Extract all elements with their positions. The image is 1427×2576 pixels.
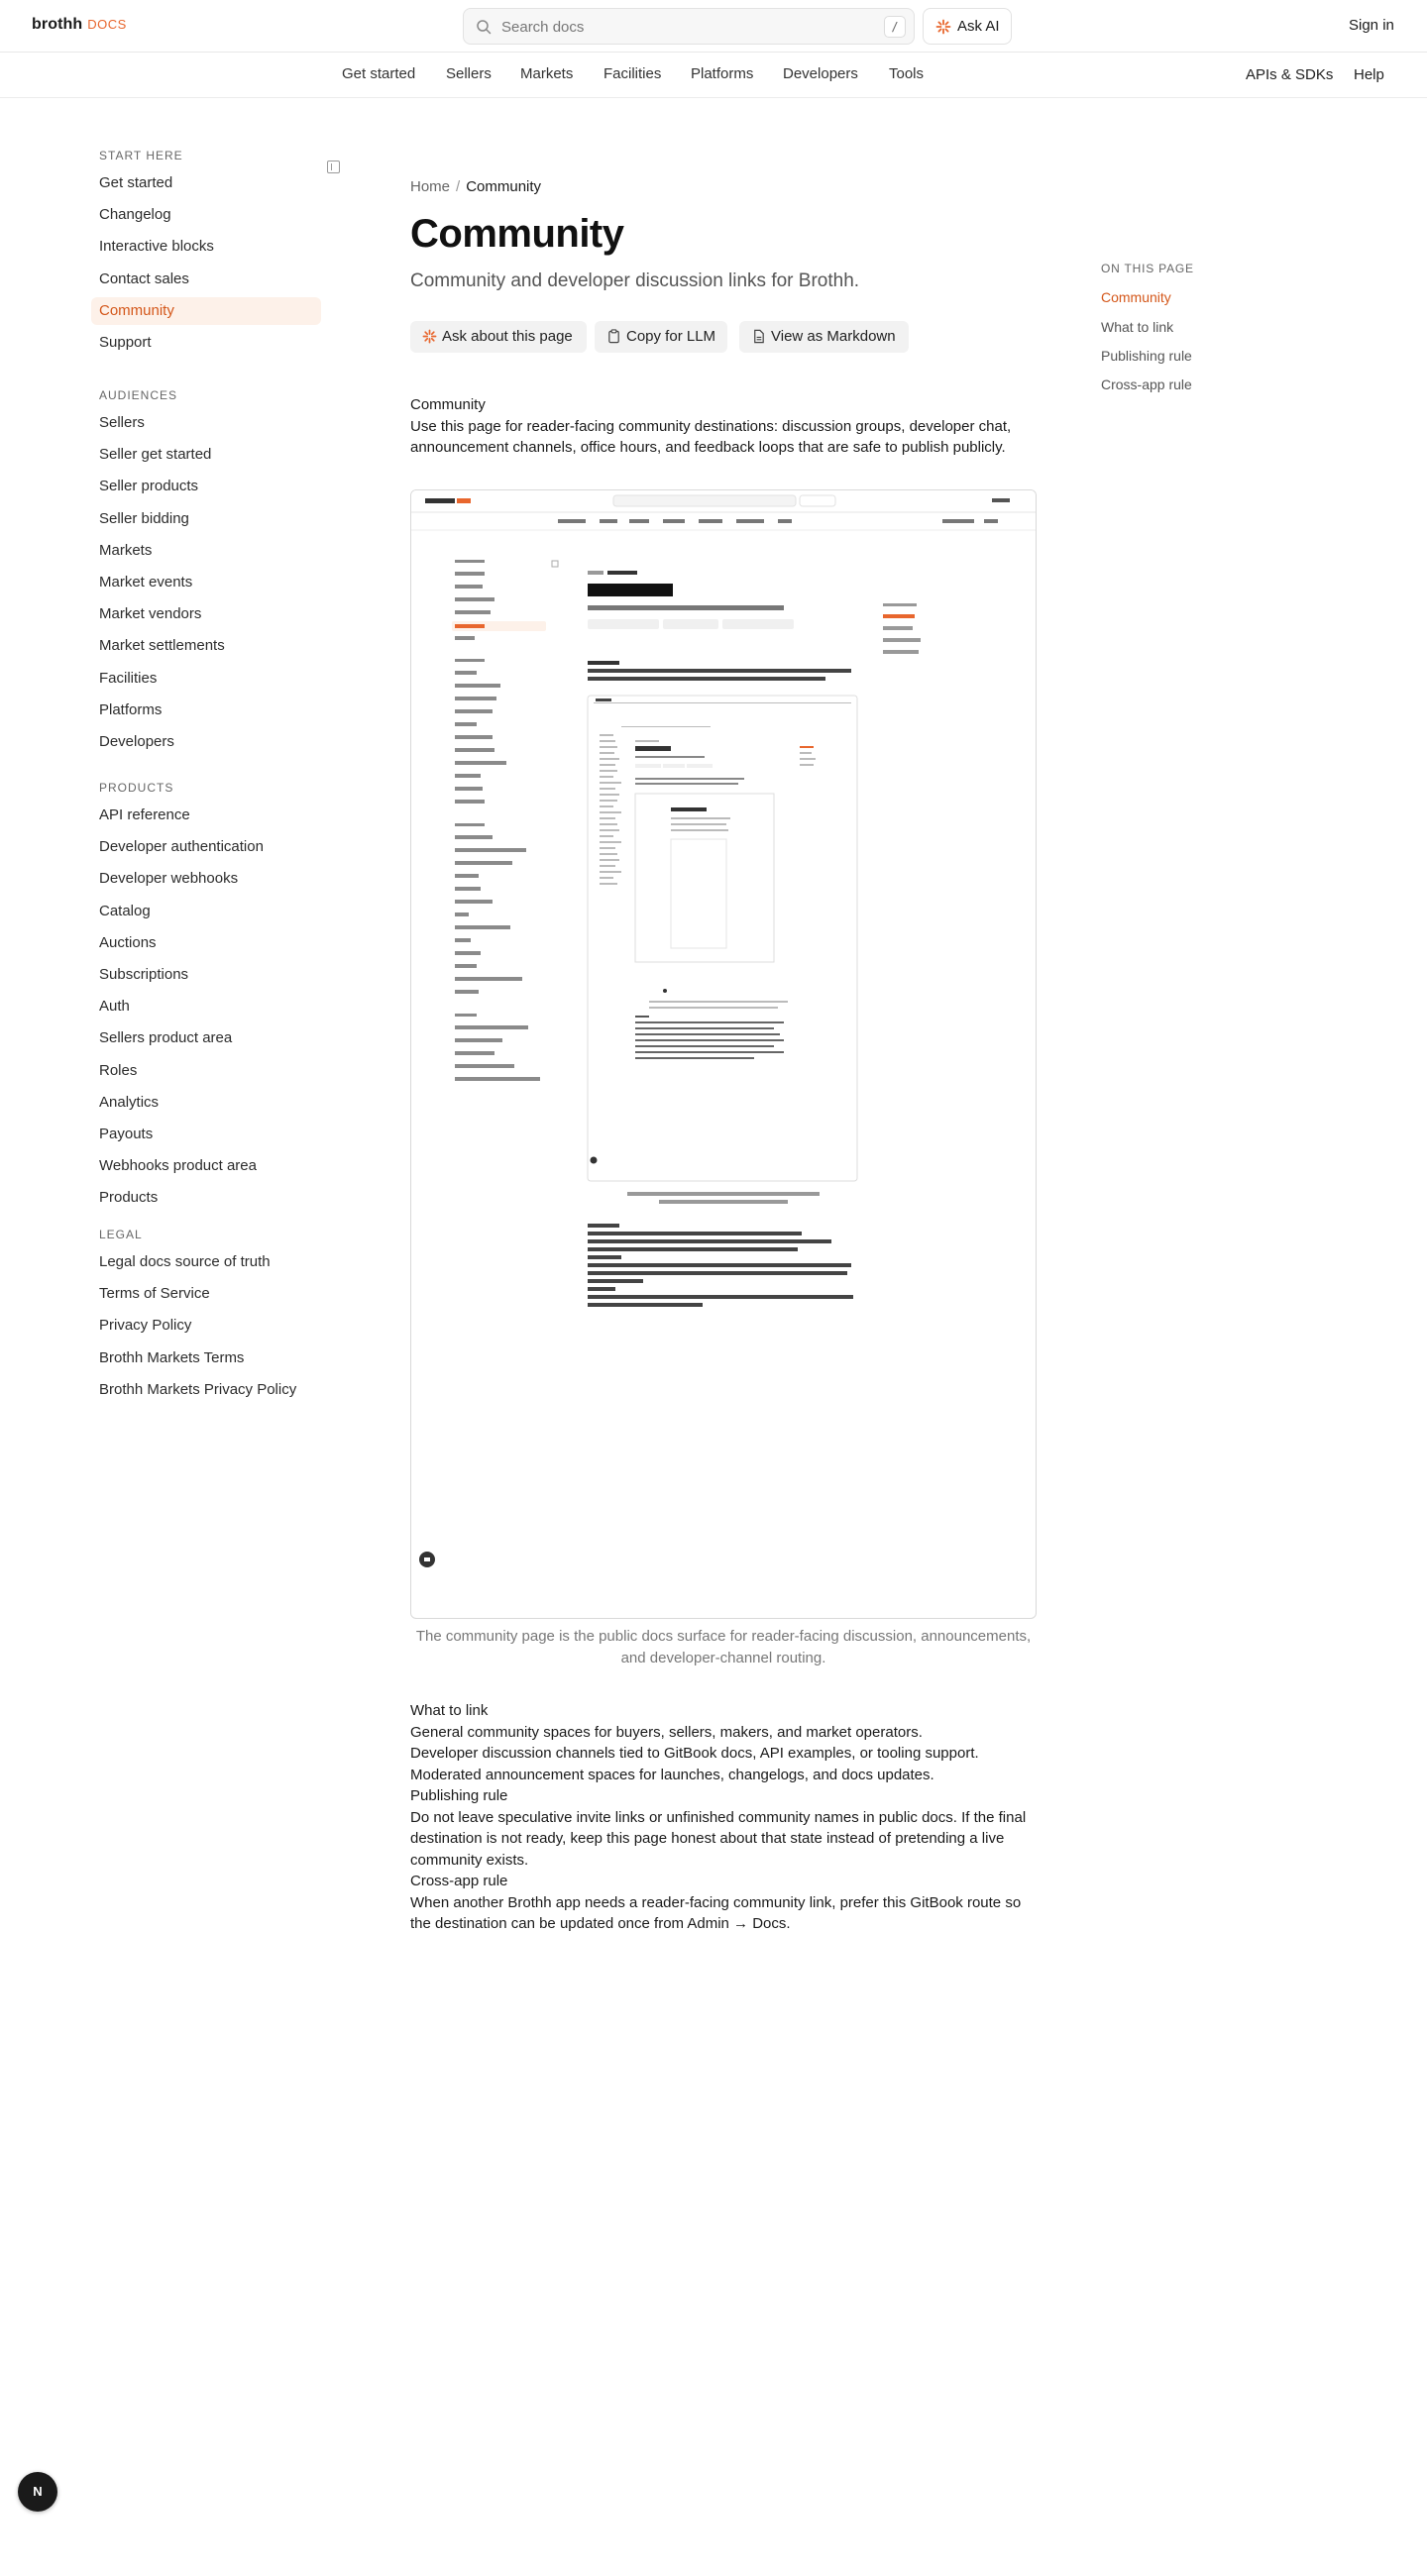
list-item: Moderated announcement spaces for launches, changelogs, and docs updates. — [410, 1766, 934, 1783]
sidebar-item-market-events[interactable]: Market events — [99, 574, 193, 590]
breadcrumb-separator: / — [456, 178, 461, 195]
sidebar-item-get-started[interactable]: Get started — [99, 174, 173, 191]
cross-app-rule-text: When another Brothh app needs a reader-facing community link, prefer this GitBook route so the destination can be updated once from Admin → Docs. — [410, 1893, 1022, 1932]
sidebar-item-seller-get-started[interactable]: Seller get started — [99, 446, 212, 464]
search-icon — [476, 19, 492, 35]
ask-about-page-button[interactable] — [410, 321, 587, 353]
sidebar-item-products[interactable]: Products — [99, 1189, 159, 1207]
logo-brand: brothh — [32, 16, 83, 33]
sparkle-icon — [935, 19, 951, 35]
sidebar-item-market-settlements[interactable]: Market settlements — [99, 637, 225, 655]
nav-apis-sdks[interactable]: APIs & SDKs — [1246, 66, 1334, 83]
heading-publishing-rule: Publishing rule — [410, 1787, 508, 1804]
sidebar-item-platforms[interactable]: Platforms — [99, 700, 163, 718]
sidebar-item-sellers[interactable]: Sellers — [99, 414, 145, 431]
sidebar-item-developers[interactable]: Developers — [99, 733, 174, 750]
copy-for-llm-label: Copy for LLM — [626, 328, 716, 345]
sidebar-section-heading: AUDIENCES — [99, 388, 178, 402]
top-header — [0, 0, 1427, 53]
sidebar-item-contact-sales[interactable]: Contact sales — [99, 269, 189, 287]
community-page-screenshot — [410, 489, 1037, 1619]
publishing-rule-text: Do not leave speculative invite links or unfinished community names in public docs. If the final destination is not ready, keep this page honest about that state instead of pretending a live community exists. — [410, 1808, 1027, 1869]
sidebar-item-facilities[interactable]: Facilities — [99, 669, 158, 687]
sidebar-item-sellers-product-area[interactable]: Sellers product area — [99, 1029, 233, 1047]
sidebar-section-heading: LEGAL — [99, 1228, 143, 1241]
screenshot-caption: The community page is the public docs surface for reader-facing discussion, announcements, and developer-channel routing. — [415, 1628, 1032, 1666]
intro-section — [410, 394, 1035, 459]
intro-heading: Community — [410, 396, 486, 413]
toc-item-cross-app-rule[interactable]: Cross-app rule — [1101, 376, 1192, 392]
copy-for-llm-button[interactable] — [595, 321, 727, 353]
nav-get-started[interactable]: Get started — [342, 65, 416, 82]
view-as-markdown-label: View as Markdown — [771, 328, 896, 345]
ask-ai-button[interactable] — [923, 8, 1012, 45]
sidebar-item-changelog[interactable]: Changelog — [99, 206, 171, 224]
sidebar-item-auth[interactable]: Auth — [99, 998, 130, 1016]
sidebar-item-catalog[interactable]: Catalog — [99, 902, 151, 919]
document-icon — [751, 329, 766, 344]
sidebar-item-auctions[interactable]: Auctions — [99, 933, 157, 951]
view-as-markdown-button[interactable] — [739, 321, 909, 353]
sidebar-item-subscriptions[interactable]: Subscriptions — [99, 966, 189, 983]
sidebar-item-payouts[interactable]: Payouts — [99, 1126, 154, 1142]
breadcrumb-current: Community — [466, 178, 542, 195]
sidebar-item-seller-products[interactable]: Seller products — [99, 478, 199, 495]
page-title: Community — [410, 212, 624, 256]
sidebar-item-community[interactable]: Community — [91, 297, 321, 325]
toc-heading: ON THIS PAGE — [1101, 262, 1194, 275]
sidebar-item-support[interactable]: Support — [99, 334, 152, 351]
toc-item-publishing-rule[interactable]: Publishing rule — [1101, 348, 1192, 364]
nav-tools[interactable]: Tools — [889, 65, 925, 82]
logo[interactable] — [32, 16, 127, 34]
sidebar-item-webhooks-product-area[interactable]: Webhooks product area — [99, 1157, 257, 1175]
page-subtitle: Community and developer discussion links for Brothh. — [410, 270, 860, 291]
nav-developers[interactable]: Developers — [783, 65, 858, 82]
sidebar-section-heading: START HERE — [99, 149, 183, 162]
sidebar-item-analytics[interactable]: Analytics — [99, 1093, 160, 1111]
sidebar-item-markets[interactable]: Markets — [99, 541, 153, 559]
sidebar-item-market-vendors[interactable]: Market vendors — [99, 605, 202, 623]
sidebar-item-legal-docs-source-of-truth[interactable]: Legal docs source of truth — [99, 1253, 271, 1270]
list-item: General community spaces for buyers, sellers, makers, and market operators. — [410, 1723, 923, 1741]
primary-nav — [0, 53, 1427, 98]
screenshot-preview-image — [411, 490, 1037, 1619]
heading-what-to-link: What to link — [410, 1702, 489, 1719]
search-placeholder: Search docs — [501, 19, 585, 36]
search-input[interactable] — [463, 8, 915, 45]
toc-item-community[interactable]: Community — [1101, 289, 1171, 305]
sparkle-icon — [422, 329, 437, 344]
nav-platforms[interactable]: Platforms — [691, 65, 754, 82]
search-shortcut-key: / — [884, 16, 906, 38]
page-body — [410, 1700, 1044, 1935]
ask-ai-label: Ask AI — [957, 18, 1000, 35]
toc-item-what-to-link[interactable]: What to link — [1101, 319, 1174, 335]
sidebar-item-developer-authentication[interactable]: Developer authentication — [99, 838, 264, 856]
breadcrumb — [410, 178, 541, 195]
collapse-sidebar-icon[interactable] — [327, 161, 340, 173]
nav-markets[interactable]: Markets — [520, 65, 574, 82]
nav-sellers[interactable]: Sellers — [446, 65, 492, 82]
floating-avatar-button[interactable]: N — [18, 2472, 57, 2512]
sidebar-item-interactive-blocks[interactable]: Interactive blocks — [99, 238, 214, 256]
breadcrumb-home[interactable]: Home — [410, 178, 451, 195]
intro-text: Use this page for reader-facing community destinations: discussion groups, developer chat, announcement channels, office hours, and feedback loops that are safe to publish publicly. — [410, 417, 1012, 456]
nav-facilities[interactable]: Facilities — [604, 65, 662, 82]
logo-suffix: DOCS — [87, 17, 127, 32]
sidebar-item-brothh-markets-terms[interactable]: Brothh Markets Terms — [99, 1348, 245, 1366]
sign-in-link[interactable]: Sign in — [1349, 17, 1394, 34]
sidebar-section-heading: PRODUCTS — [99, 781, 174, 795]
list-item: Developer discussion channels tied to GitBook docs, API examples, or tooling support. — [410, 1745, 979, 1762]
sidebar-item-brothh-markets-privacy-policy[interactable]: Brothh Markets Privacy Policy — [99, 1380, 297, 1398]
ask-about-page-label: Ask about this page — [442, 328, 573, 345]
heading-cross-app-rule: Cross-app rule — [410, 1873, 508, 1889]
sidebar-item-roles[interactable]: Roles — [99, 1061, 138, 1079]
sidebar-item-terms-of-service[interactable]: Terms of Service — [99, 1285, 210, 1303]
clipboard-icon — [606, 329, 621, 344]
sidebar-item-developer-webhooks[interactable]: Developer webhooks — [99, 870, 239, 888]
sidebar-item-api-reference[interactable]: API reference — [99, 806, 190, 823]
sidebar-item-seller-bidding[interactable]: Seller bidding — [99, 509, 189, 527]
nav-help[interactable]: Help — [1354, 66, 1384, 83]
sidebar-item-privacy-policy[interactable]: Privacy Policy — [99, 1317, 192, 1335]
